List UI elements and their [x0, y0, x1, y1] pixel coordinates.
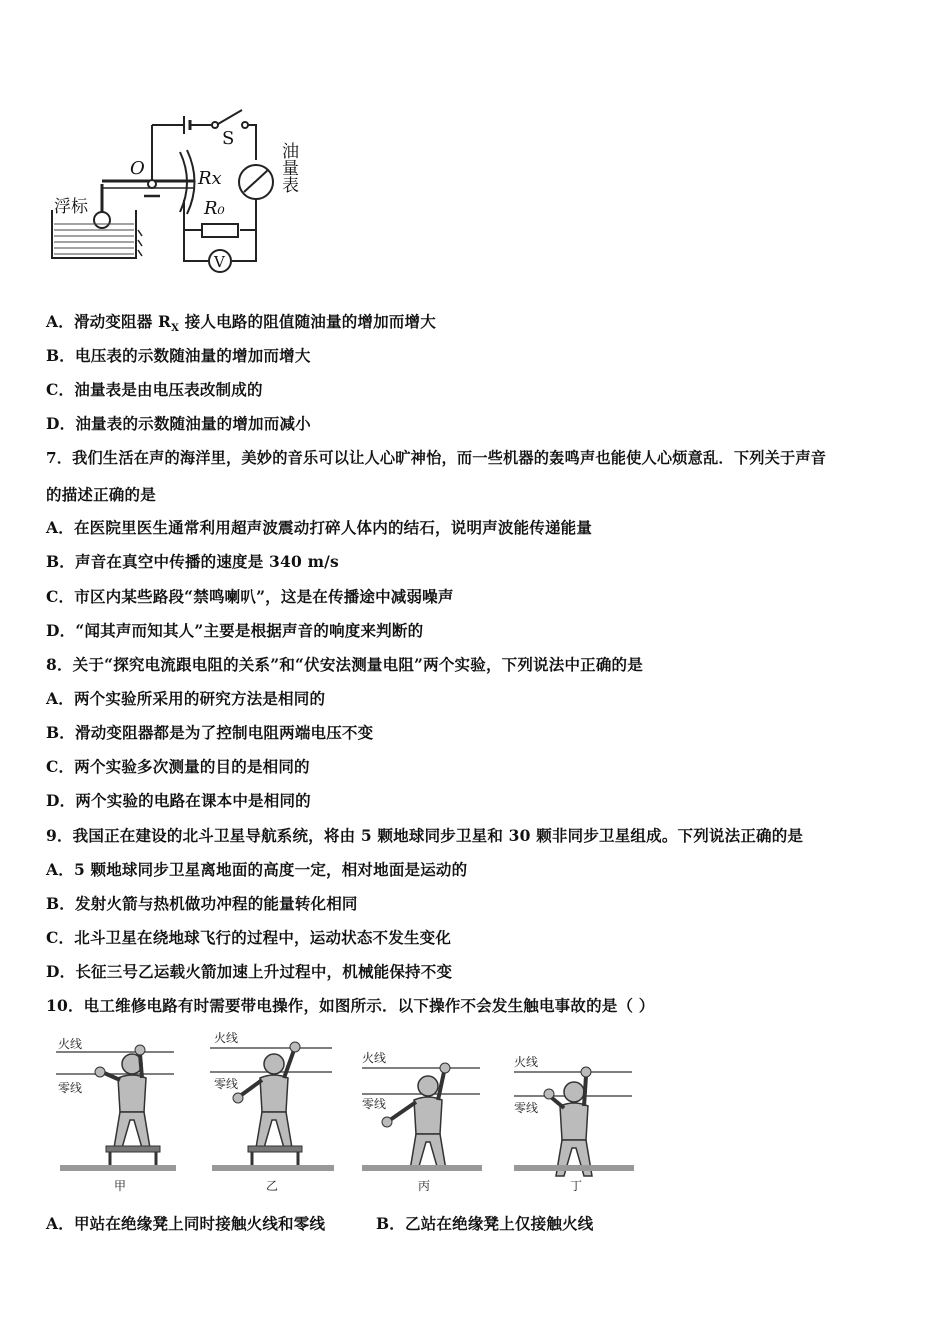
q8-option-c — [46, 757, 310, 777]
q9-stem: 9．我国正在建设的北斗卫星导航系统，将由 5 颗地球同步卫星和 30 颗非同步卫星组成。下列说法正确的是 — [46, 826, 804, 845]
option-subscript: X — [171, 323, 180, 335]
oil-gauge-circuit-figure — [44, 100, 314, 275]
live-wire-label: 火线 — [514, 1055, 539, 1069]
option-letter: D． — [46, 962, 76, 981]
panel-yi — [210, 1030, 334, 1193]
option-text: 滑动变阻器 R — [73, 312, 172, 331]
panel-ding — [514, 1054, 634, 1193]
panel-label: 丁 — [570, 1179, 583, 1193]
option-letter: B． — [376, 1214, 406, 1233]
option-text: 油量表是由电压表改制成的 — [74, 380, 263, 399]
option-text: 甲站在绝缘凳上同时接触火线和零线 — [73, 1214, 326, 1233]
q7-option-b — [46, 552, 339, 572]
float-label: 浮标 — [54, 197, 88, 217]
option-text: 两个实验所采用的研究方法是相同的 — [73, 689, 326, 708]
option-text-rest: 接人电路的阻值随油量的增加而增大 — [179, 312, 436, 331]
q10-option-a — [46, 1214, 325, 1234]
rx-label: Rx — [198, 168, 222, 189]
q8-option-b — [46, 723, 373, 743]
neutral-wire-label: 零线 — [362, 1097, 387, 1111]
option-letter: A． — [46, 1214, 74, 1233]
q6-option-c — [46, 380, 263, 400]
live-wire-label: 火线 — [362, 1051, 387, 1065]
q10-option-b — [376, 1214, 593, 1234]
option-letter: A． — [46, 860, 74, 879]
q6-option-d — [46, 414, 311, 434]
option-text: 5 颗地球同步卫星离地面的高度一定，相对地面是运动的 — [73, 860, 468, 879]
switch-label: S — [222, 128, 235, 149]
option-text: 油量表的示数随油量的增加而减小 — [75, 414, 311, 433]
electric-shock-figure — [44, 1030, 644, 1200]
option-text: 乙站在绝缘凳上仅接触火线 — [405, 1214, 594, 1233]
option-letter: B． — [46, 552, 76, 571]
option-letter: B． — [46, 894, 76, 913]
q10-options-row — [46, 1214, 906, 1236]
option-letter: A． — [46, 518, 74, 537]
pivot-label: O — [130, 158, 145, 179]
option-text: 电压表的示数随油量的增加而增大 — [75, 346, 311, 365]
option-letter: B． — [46, 723, 76, 742]
q9-option-b — [46, 894, 358, 914]
option-text: 滑动变阻器都是为了控制电阻两端电压不变 — [75, 723, 374, 742]
option-letter: D． — [46, 414, 76, 433]
neutral-wire-label: 零线 — [58, 1081, 83, 1095]
option-text: 北斗卫星在绕地球飞行的过程中，运动状态不发生变化 — [74, 928, 452, 947]
q8-option-a — [46, 689, 325, 709]
panel-bing — [362, 1050, 482, 1193]
option-letter: C． — [46, 928, 75, 947]
live-wire-label: 火线 — [214, 1031, 239, 1045]
option-text: 两个实验的电路在课本中是相同的 — [75, 791, 311, 810]
q10-stem: 10．电工维修电路有时需要带电操作，如图所示．以下操作不会发生触电事故的是（ ） — [46, 996, 655, 1015]
q7-option-d — [46, 621, 423, 641]
panel-label: 甲 — [114, 1179, 127, 1193]
option-letter: D． — [46, 621, 76, 640]
voltmeter-label: V — [214, 253, 225, 271]
panel-jia — [56, 1036, 176, 1193]
option-text: 长征三号乙运载火箭加速上升过程中，机械能保持不变 — [75, 962, 453, 981]
panel-label: 乙 — [266, 1179, 279, 1193]
q8-option-d — [46, 791, 311, 811]
live-wire-label: 火线 — [58, 1037, 83, 1051]
option-text: 在医院里医生通常利用超声波震动打碎人体内的结石，说明声波能传递能量 — [73, 518, 593, 537]
q7-stem-line2: 的描述正确的是 — [46, 485, 156, 504]
neutral-wire-label: 零线 — [514, 1101, 539, 1115]
panel-label: 丙 — [418, 1179, 431, 1193]
option-letter: C． — [46, 587, 75, 606]
option-letter: A． — [46, 312, 74, 331]
q7-stem-line1: 7．我们生活在声的海洋里，美妙的音乐可以让人心旷神怡，而一些机器的轰鸣声也能使人心烦意乱．下列关于声音 — [46, 449, 827, 467]
q7-option-c — [46, 587, 454, 607]
option-letter: C． — [46, 757, 75, 776]
q9-option-c — [46, 928, 451, 948]
option-letter: A． — [46, 689, 74, 708]
option-letter: D． — [46, 791, 76, 810]
q6-option-a — [46, 312, 436, 339]
option-text: 声音在真空中传播的速度是 340 m/s — [75, 552, 339, 571]
option-letter: C． — [46, 380, 75, 399]
q8-stem: 8．关于“探究电流跟电阻的关系”和“伏安法测量电阻”两个实验，下列说法中正确的是 — [46, 655, 643, 674]
option-text: 两个实验多次测量的目的是相同的 — [74, 757, 310, 776]
q9-option-a — [46, 860, 467, 880]
option-letter: B． — [46, 346, 76, 365]
r0-label: R₀ — [204, 198, 225, 219]
gauge-label: 油量表 — [278, 142, 298, 193]
option-text: 市区内某些路段“禁鸣喇叭”，这是在传播途中减弱噪声 — [74, 587, 454, 606]
option-text: “闻其声而知其人”主要是根据声音的响度来判断的 — [75, 621, 424, 640]
neutral-wire-label: 零线 — [214, 1077, 239, 1091]
option-text: 发射火箭与热机做功冲程的能量转化相同 — [75, 894, 358, 913]
q6-option-b — [46, 346, 311, 366]
q9-option-d — [46, 962, 452, 982]
q7-option-a — [46, 518, 592, 538]
